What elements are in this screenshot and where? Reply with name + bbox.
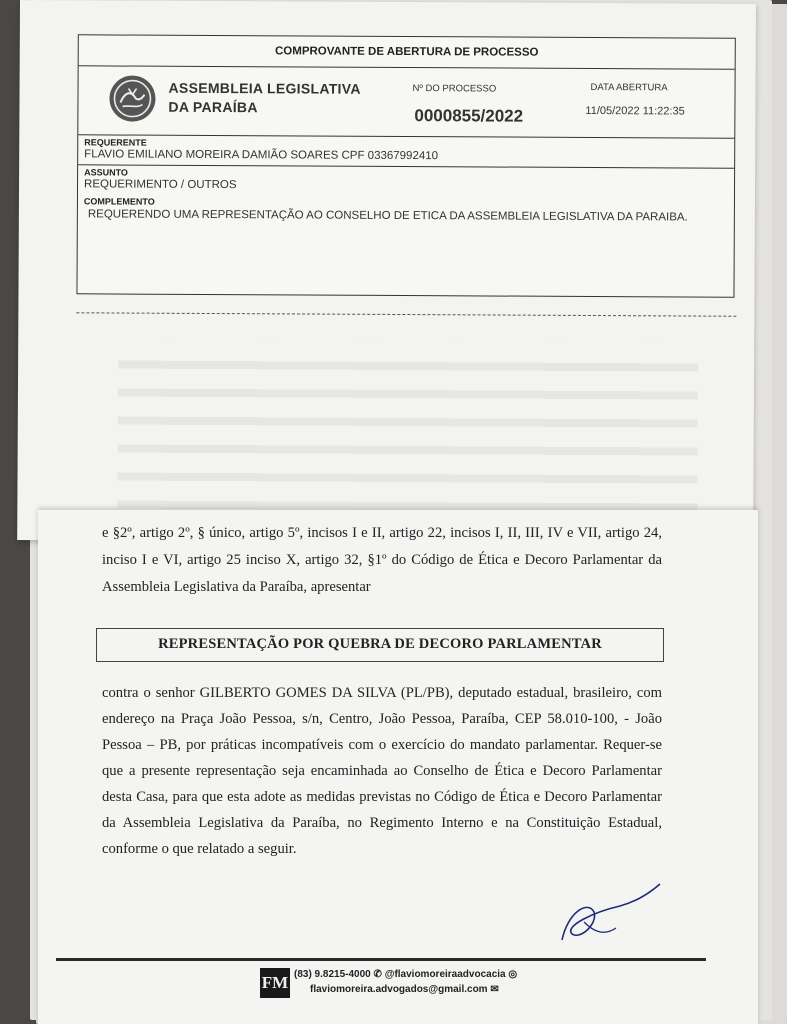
requerente-value: FLAVIO EMILIANO MOREIRA DAMIÃO SOARES CPF 03367992410 — [84, 148, 439, 163]
assunto-label: ASSUNTO — [84, 167, 128, 178]
contact-line-2 — [310, 984, 499, 995]
firm-logo: FM — [260, 968, 290, 998]
process-receipt — [17, 0, 756, 544]
email-address: flaviomoreira.advogados@gmail.com — [310, 984, 488, 995]
assunto-row — [78, 165, 734, 229]
petition-page — [38, 510, 758, 1024]
org-line-2: DA PARAÍBA — [168, 98, 258, 116]
signature-mark — [554, 882, 666, 952]
organization-name — [168, 79, 360, 118]
contact-line-1 — [294, 969, 517, 980]
phone-number: (83) 9.8215-4000 — [294, 969, 371, 980]
org-line-1: ASSEMBLEIA LEGISLATIVA — [168, 79, 361, 97]
process-number-label: Nº DO PROCESSO — [412, 83, 497, 95]
section-title: REPRESENTAÇÃO POR QUEBRA DE DECORO PARLAMENTAR — [96, 628, 664, 662]
cut-line — [76, 312, 736, 316]
mail-icon: ✉ — [490, 984, 499, 995]
instagram-handle: @flaviomoreiraadvocacia — [384, 969, 506, 980]
process-number: 0000855/2022 — [414, 106, 524, 126]
complemento-value: REQUERENDO UMA REPRESENTAÇÃO AO CONSELHO DE ETICA DA ASSEMBLEIA LEGISLATIVA DA PARAIBA. — [87, 208, 688, 224]
requerente-label: REQUERENTE — [84, 137, 147, 148]
receipt-header — [78, 66, 734, 138]
intro-paragraph: e §2º, artigo 2º, § único, artigo 5º, incisos I e II, artigo 22, incisos I, II, III, IV e VII, artigo 24, inciso I e VI, artigo 25 inciso X, artigo 32, §1º do Código de Ética e Decoro Parlamentar da Assembleia Legislativa da Paraíba, apresentar — [102, 525, 662, 595]
requerente-row — [78, 135, 734, 168]
receipt-title: COMPROVANTE DE ABERTURA DE PROCESSO — [79, 35, 735, 69]
main-paragraph: contra o senhor GILBERTO GOMES DA SILVA (PL/PB), deputado estadual, brasileiro, com endereço na Praça João Pessoa, s/n, Centro, João Pessoa, Paraíba, CEP 58.010-100, - João Pessoa – PB, por práticas incompatíveis com o exercício do mandato parlamentar. Requer-se que a presente representação seja encaminhada ao Conselho de Ética e Decoro Parlamentar desta Casa, para que esta adote as medidas previstas no Código de Ética e Decoro Parlamentar da Assembleia Legislativa da Paraíba, no Regimento Interno e na Constituição Estadual, conforme o que relatado a seguir. — [102, 685, 662, 857]
instagram-icon: ◎ — [508, 969, 518, 980]
receipt-box — [76, 34, 735, 297]
footer-rule — [56, 958, 706, 961]
open-date-label: DATA ABERTURA — [590, 81, 668, 94]
open-date-value: 11/05/2022 11:22:35 — [585, 104, 685, 118]
assunto-value: REQUERIMENTO / OUTROS — [84, 178, 237, 192]
whatsapp-icon: ✆ — [373, 969, 382, 980]
show-through-text — [117, 341, 698, 514]
assembly-seal-icon — [108, 74, 156, 122]
complemento-label: COMPLEMENTO — [83, 196, 155, 207]
